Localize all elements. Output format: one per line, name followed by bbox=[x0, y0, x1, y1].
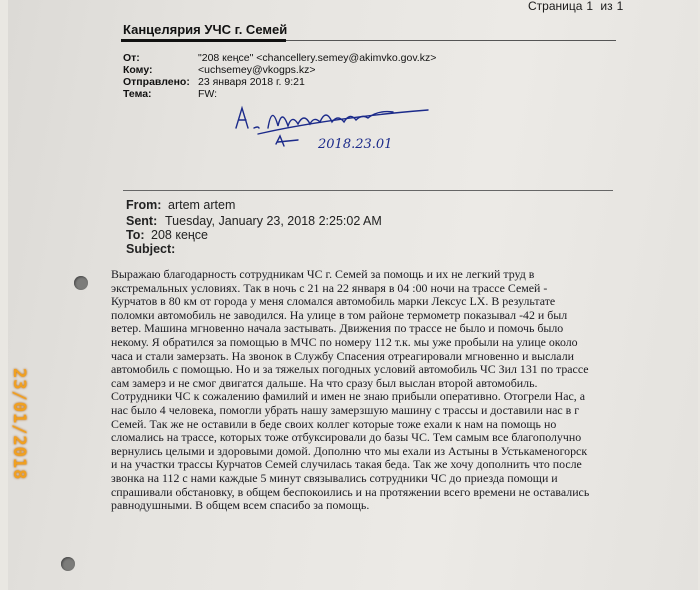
body-line: сломались на трассе, которых тоже отбуксировали до базы ЧС. Тем самым все благополучно bbox=[111, 430, 582, 445]
from-value: "208 кеңсе" <chancellery.semey@akimvko.gov.kz> bbox=[198, 52, 437, 64]
page-word: Страница bbox=[528, 0, 583, 13]
body-line: спрашивали обстановку, в общем беспокоились и на протяжении всего времени не оставались bbox=[111, 484, 590, 499]
body-line: автомобиль с помощью. Но и за тяжелых погодных условий автомобиль ЧС Зил 131 по трассе bbox=[111, 362, 589, 377]
body-line: экстремальных условиях. Так в ночь с 21 на 22 января в 04 :00 ночи на трассе Семей - bbox=[111, 280, 548, 295]
body-line: часа и стали замерзать. На звонок в Службу Спасения отреагировали мгновенно и выслали bbox=[111, 348, 574, 363]
body-line: поломки автомобиль не заводился. На улице в том районе термометр показывал -42 и был bbox=[111, 307, 568, 322]
title-underline bbox=[121, 39, 286, 42]
punch-hole-bottom bbox=[61, 557, 75, 571]
body-line: вернулись целыми и здоровыми домой. Дополню что мы ехали из Астыны в Устькаменогорск bbox=[111, 443, 588, 458]
camera-date-stamp bbox=[6, 370, 30, 520]
organization-title: Канцелярия УЧС г. Семей bbox=[123, 22, 288, 37]
body-line: сам замерз и не смог двигатся дальше. На что сразу был выслан второй автомобиль. bbox=[111, 375, 538, 390]
fwd-sent-value: Tuesday, January 23, 2018 2:25:02 AM bbox=[165, 214, 382, 228]
forward-divider bbox=[123, 190, 613, 191]
body-line: звонка на 112 с нами каждые 5 минут связывались сотрудники ЧС до приезда помощи и bbox=[111, 470, 558, 485]
handwritten-signature bbox=[228, 88, 438, 158]
page-total: 1 bbox=[616, 0, 624, 13]
to-label: Кому: bbox=[123, 64, 153, 76]
body-line: Курчатов в 80 км от города у меня сломался автомобиль марки Лексус LX. В результате bbox=[111, 294, 556, 309]
fwd-subject-label: Subject: bbox=[126, 242, 176, 256]
date-stamp-text: 23/01/2018 bbox=[9, 368, 29, 481]
sent-label: Отправлено: bbox=[123, 76, 190, 88]
body-line: ветер. Машина мгновенно начала застывать. Движения по трассе не было и помочь было bbox=[111, 321, 564, 336]
fwd-from-value: artem artem bbox=[168, 198, 236, 212]
page-current: 1 bbox=[586, 0, 594, 13]
body-line: равнодушными. В общем всем спасибо за помощь. bbox=[111, 498, 370, 513]
page-separator: из bbox=[600, 0, 613, 13]
body-line: Семей. Так же не оставили в беде своих коллег которые тоже ехали к нам на помощь но bbox=[111, 416, 557, 431]
letter-body bbox=[111, 268, 616, 513]
paper-sheet bbox=[8, 0, 698, 590]
subject-label: Тема: bbox=[123, 88, 152, 100]
body-line: Сотрудники ЧС к сожалению фамилий и имен не знаю прибыли оперативно. Отогрели Нас, а bbox=[111, 389, 585, 404]
fwd-to-label: To: bbox=[126, 228, 145, 242]
from-label: От: bbox=[123, 52, 140, 64]
punch-hole-top bbox=[74, 276, 88, 290]
body-line: и на участки трассы Курчатов Семей случилась такая беда. Так же хочу дополнить что после bbox=[111, 457, 582, 472]
to-value: <uchsemey@vkogps.kz> bbox=[198, 64, 316, 76]
body-line: Выражаю благодарность сотрудникам ЧС г. Семей за помощь и их не легкий труд в bbox=[111, 267, 535, 281]
sent-value: 23 января 2018 г. 9:21 bbox=[198, 76, 305, 88]
signature-date: 2018.23.01 bbox=[318, 137, 393, 152]
header-divider bbox=[286, 40, 616, 41]
body-line: некому. Я обратился за помощью в МЧС по номеру 112 т.к. мы уже пробыли на улице около bbox=[111, 334, 578, 349]
fwd-to-value: 208 кеңсе bbox=[151, 228, 208, 242]
fwd-sent-label: Sent: bbox=[126, 214, 158, 228]
fwd-from-label: From: bbox=[126, 198, 162, 212]
subject-value: FW: bbox=[198, 88, 218, 100]
page-indicator bbox=[528, 0, 627, 13]
body-line: нас было 4 человека, помогли убрать нашу замерзшую машину с трассы и доставили нас в г bbox=[111, 402, 580, 417]
